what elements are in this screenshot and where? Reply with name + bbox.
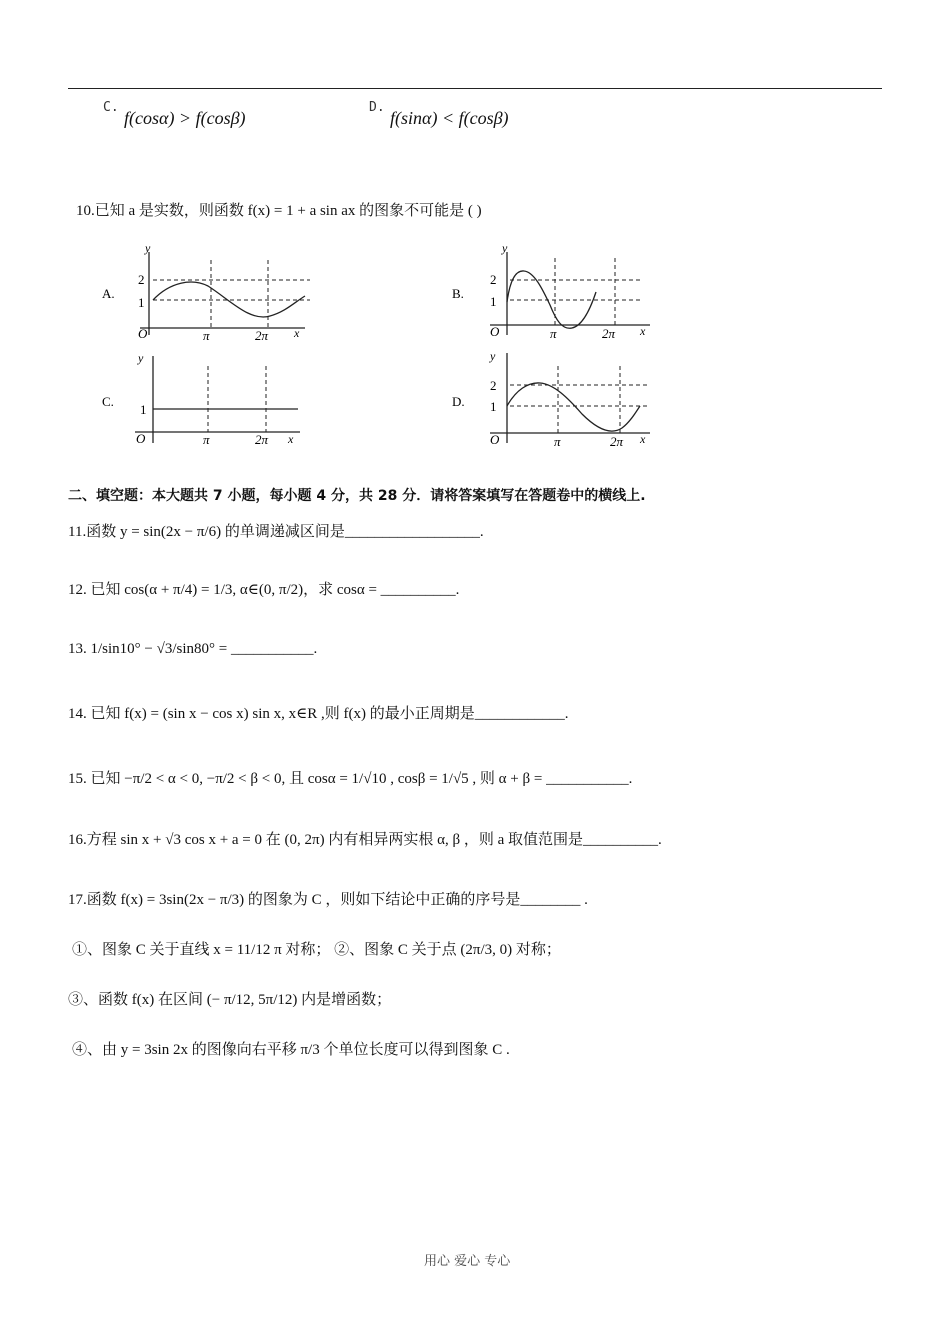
svg-text:1: 1 [140, 402, 147, 417]
svg-text:1: 1 [490, 399, 497, 414]
graph-d-label: D. [452, 394, 465, 409]
top-rule [68, 88, 882, 89]
graph-b [450, 240, 665, 340]
graph-b-label: B. [452, 286, 464, 301]
svg-text:2: 2 [490, 272, 497, 287]
graph-d [450, 348, 665, 448]
svg-text:π: π [550, 326, 557, 340]
svg-text:y: y [145, 241, 151, 255]
svg-text:y: y [502, 241, 508, 255]
svg-text:y: y [138, 351, 144, 365]
page-footer: 用心 爱心 专心 [424, 1254, 511, 1269]
svg-text:x: x [640, 324, 646, 338]
svg-text:2π: 2π [255, 328, 269, 340]
graph-a-label: A. [102, 286, 115, 301]
graph-c-label: C. [102, 394, 114, 409]
question-17-statement-4: ④、由 y = 3sin 2x 的图像向右平移 π/3 个单位长度可以得到图象 C . [72, 1042, 510, 1058]
svg-text:π: π [554, 434, 561, 448]
question-10-text: 10.已知 a 是实数，则函数 f(x) = 1 + a sin ax 的图象不可能是 ( ) [76, 203, 482, 219]
section-2-heading: 二、填空题：本大题共 7 小题，每小题 4 分，共 28 分．请将答案填写在答题卷中的横线上. [68, 488, 646, 504]
question-15: 15. 已知 −π/2 < α < 0, −π/2 < β < 0, 且 cosα = 1/√10 , cosβ = 1/√5 , 则 α + β = ___________. [68, 771, 633, 787]
svg-text:O: O [138, 326, 148, 340]
question-16: 16.方程 sin x + √3 cos x + a = 0 在 (0, 2π) 内有相异两实根 α, β ，则 a 取值范围是__________. [68, 832, 662, 848]
svg-text:1: 1 [490, 294, 497, 309]
svg-text:x: x [640, 432, 646, 446]
svg-text:2π: 2π [255, 432, 269, 447]
svg-text:1: 1 [138, 295, 145, 310]
option-d-expression: f(sinα) < f(cosβ) [390, 108, 509, 128]
svg-text:π: π [203, 432, 210, 447]
graph-a [100, 240, 315, 340]
question-14: 14. 已知 f(x) = (sin x − cos x) sin x, x∈R ,则 f(x) 的最小正周期是____________. [68, 706, 569, 722]
svg-text:O: O [136, 431, 146, 446]
svg-text:O: O [490, 432, 500, 447]
question-17-statement-1-2: ①、图象 C 关于直线 x = 11/12 π 对称； ②、图象 C 关于点 (2π/3, 0) 对称； [72, 942, 561, 958]
option-c-label: C. [103, 100, 119, 115]
graph-c [100, 348, 315, 448]
option-d-label: D. [369, 100, 385, 115]
option-c-expression: f(cosα) > f(cosβ) [124, 108, 246, 128]
svg-text:2: 2 [490, 378, 497, 393]
svg-text:2π: 2π [610, 434, 624, 448]
svg-text:2: 2 [138, 272, 145, 287]
svg-text:2π: 2π [602, 326, 616, 340]
svg-text:O: O [490, 324, 500, 339]
question-17: 17.函数 f(x) = 3sin(2x − π/3) 的图象为 C ，则如下结论中正确的序号是________ . [68, 892, 588, 908]
svg-text:y: y [490, 349, 496, 363]
question-17-statement-3: ③、函数 f(x) 在区间 (− π/12, 5π/12) 内是增函数； [68, 992, 392, 1008]
question-13: 13. 1/sin10° − √3/sin80° = ___________. [68, 641, 318, 657]
question-11: 11.函数 y = sin(2x − π/6) 的单调递减区间是__________________. [68, 524, 484, 540]
svg-text:x: x [294, 326, 300, 340]
question-12: 12. 已知 cos(α + π/4) = 1/3, α∈(0, π/2)，求 cosα = __________. [68, 582, 460, 598]
svg-text:x: x [288, 432, 294, 446]
svg-text:π: π [203, 328, 210, 340]
